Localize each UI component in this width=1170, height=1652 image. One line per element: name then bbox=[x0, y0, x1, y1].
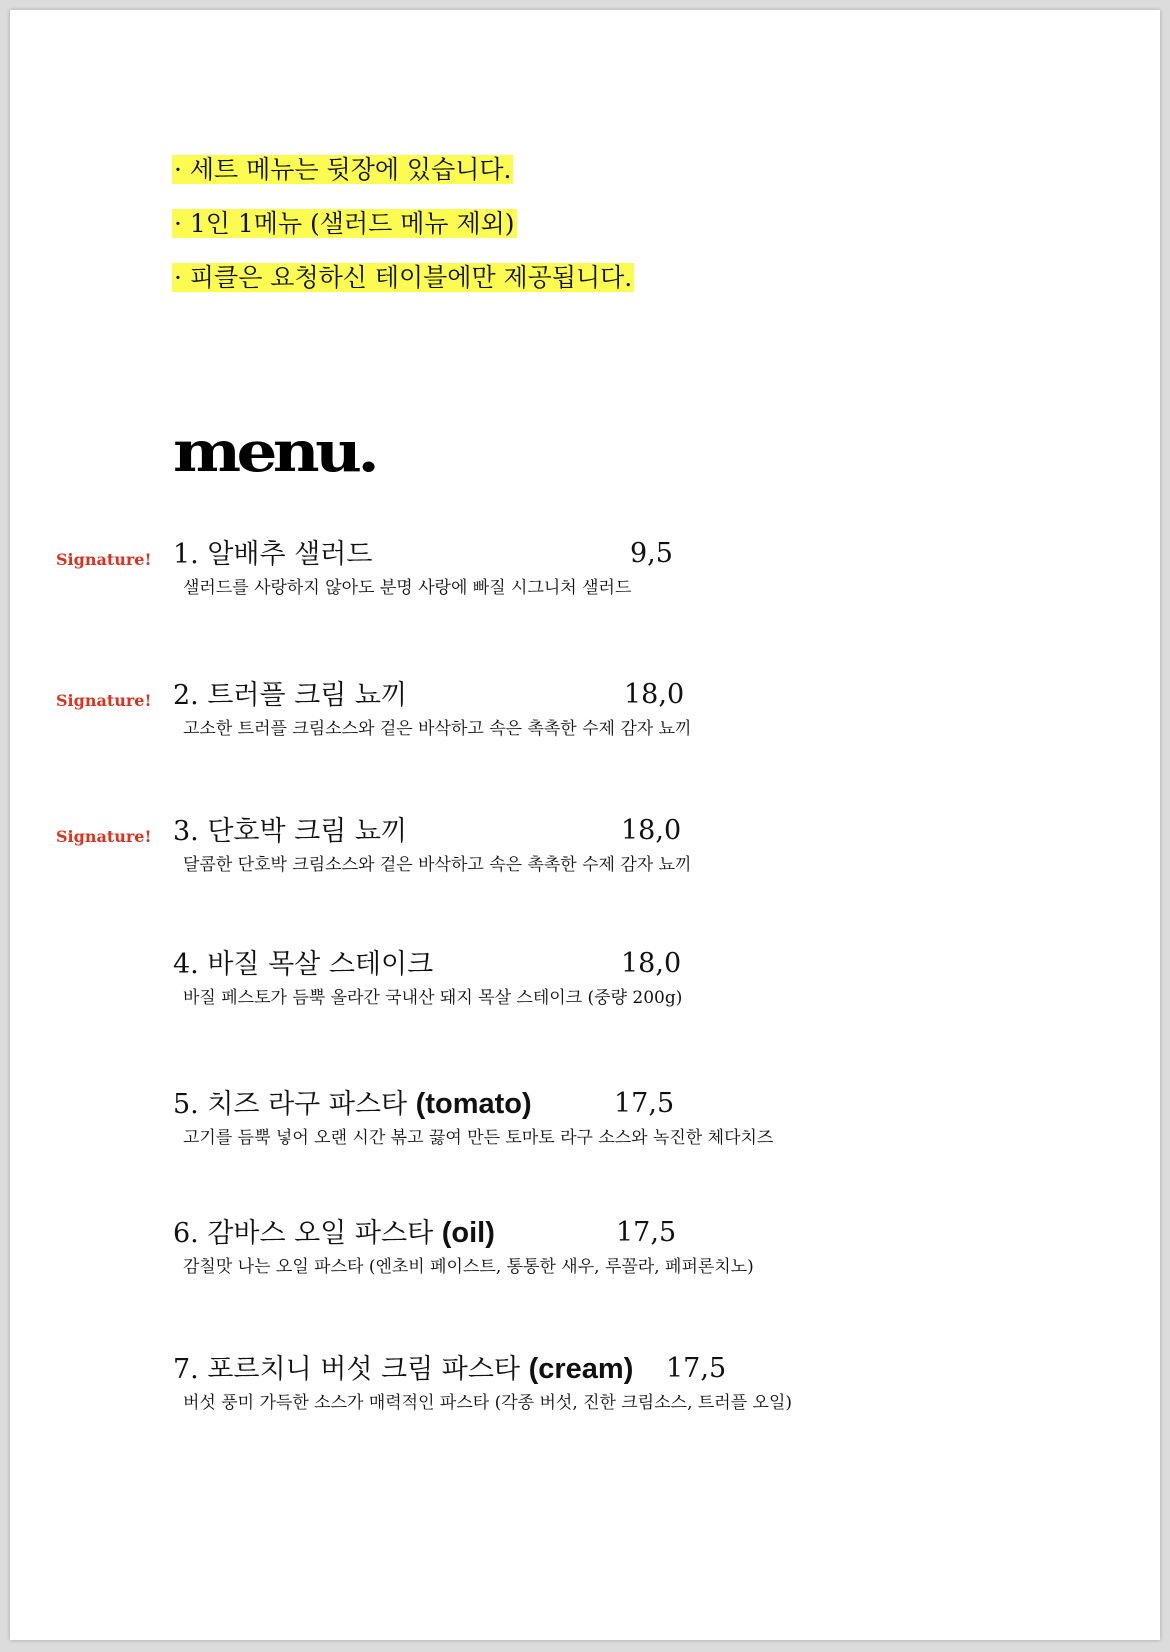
item-name-ko: 4. 바질 목살 스테이크 bbox=[173, 949, 434, 980]
menu-heading: menu. bbox=[173, 419, 376, 485]
menu-item bbox=[10, 1351, 1160, 1431]
item-name bbox=[173, 1215, 495, 1252]
item-price: 17,5 bbox=[666, 1353, 727, 1384]
item-name-en: (oil) bbox=[441, 1217, 495, 1249]
item-name bbox=[173, 813, 407, 850]
notice-set-menu bbox=[170, 154, 515, 186]
item-name bbox=[173, 536, 372, 573]
item-description: 달콤한 단호박 크림소스와 겉은 바삭하고 속은 촉촉한 수제 감자 뇨끼 bbox=[183, 855, 692, 875]
item-name-ko: 2. 트러플 크림 뇨끼 bbox=[173, 680, 408, 711]
notice-text: · 피클은 요청하신 테이블에만 제공됩니다. bbox=[174, 263, 633, 292]
item-description: 고소한 트러플 크림소스와 겉은 바삭하고 속은 촉촉한 수제 감자 뇨끼 bbox=[183, 719, 692, 739]
item-description: 감칠맛 나는 오일 파스타 (엔초비 페이스트, 통통한 새우, 루꼴라, 페퍼론치노) bbox=[183, 1257, 754, 1277]
menu-item bbox=[10, 677, 1160, 757]
item-description: 버섯 풍미 가득한 소스가 매력적인 파스타 (각종 버섯, 진한 크림소스, 트러플 오일) bbox=[183, 1393, 793, 1413]
notice-text: · 1인 1메뉴 (샐러드 메뉴 제외) bbox=[174, 209, 515, 238]
item-price: 18,0 bbox=[621, 815, 682, 846]
signature-badge: Signature! bbox=[56, 691, 152, 710]
item-price: 17,5 bbox=[614, 1088, 675, 1119]
item-description: 샐러드를 사랑하지 않아도 분명 사랑에 빠질 시그니처 샐러드 bbox=[183, 578, 632, 598]
notice-pickles bbox=[170, 262, 636, 294]
notice-one-per-person bbox=[170, 208, 519, 240]
item-name-ko: 5. 치즈 라구 파스타 bbox=[173, 1089, 416, 1120]
item-price: 18,0 bbox=[624, 679, 685, 710]
item-name-ko: 6. 감바스 오일 파스타 bbox=[173, 1218, 442, 1249]
item-description: 바질 페스토가 듬뿍 올라간 국내산 돼지 목살 스테이크 (중량 200g) bbox=[183, 988, 683, 1008]
item-name-ko: 7. 포르치니 버섯 크림 파스타 bbox=[173, 1354, 529, 1385]
item-name bbox=[173, 677, 407, 714]
menu-page bbox=[10, 10, 1160, 1640]
item-name-en: (cream) bbox=[528, 1353, 634, 1385]
menu-item bbox=[10, 536, 1160, 616]
item-name-ko: 3. 단호박 크림 뇨끼 bbox=[173, 816, 408, 847]
item-price: 17,5 bbox=[616, 1217, 677, 1248]
item-name bbox=[173, 1086, 532, 1123]
menu-item bbox=[10, 946, 1160, 1026]
item-name-ko: 1. 알배추 샐러드 bbox=[173, 539, 373, 570]
menu-item bbox=[10, 813, 1160, 893]
signature-badge: Signature! bbox=[56, 827, 152, 846]
signature-badge: Signature! bbox=[56, 550, 152, 569]
item-price: 18,0 bbox=[621, 948, 682, 979]
item-description: 고기를 듬뿍 넣어 오랜 시간 볶고 끓여 만든 토마토 라구 소스와 녹진한 체다치즈 bbox=[183, 1128, 774, 1148]
menu-item bbox=[10, 1086, 1160, 1166]
item-name bbox=[173, 946, 433, 983]
menu-item bbox=[10, 1215, 1160, 1295]
item-name bbox=[173, 1351, 633, 1388]
item-name-en: (tomato) bbox=[415, 1088, 532, 1120]
item-price: 9,5 bbox=[630, 538, 673, 569]
notice-text: · 세트 메뉴는 뒷장에 있습니다. bbox=[174, 155, 512, 184]
